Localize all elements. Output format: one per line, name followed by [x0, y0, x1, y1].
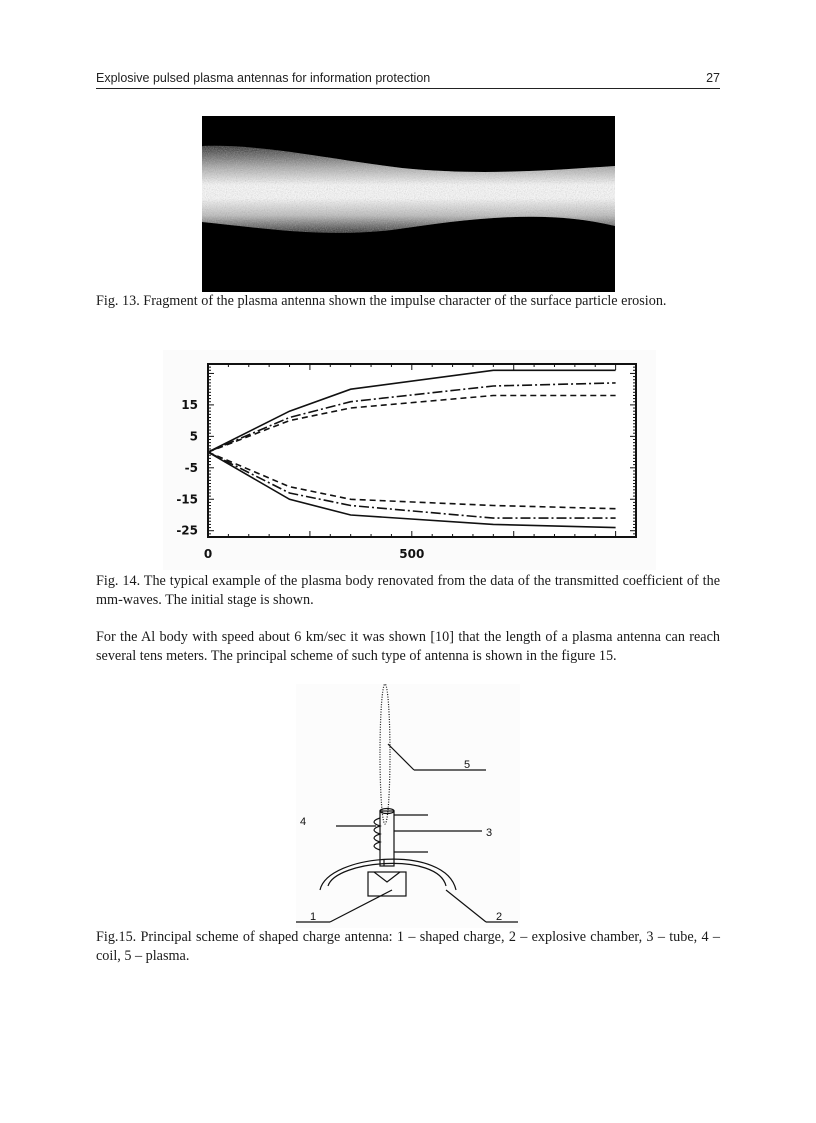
figure-14-caption: Fig. 14. The typical example of the plasma body renovated from the data of the transmitted coefficient of the mm-waves. The initial stage is shown.: [96, 573, 720, 608]
label-4: 4: [300, 816, 307, 828]
x-tick-label: 0: [203, 547, 213, 561]
y-tick-label: -25: [176, 523, 198, 538]
page-number: 27: [706, 71, 720, 85]
figure-15-scheme: [296, 684, 520, 928]
figure-13-caption: Fig. 13. Fragment of the plasma antenna shown the impulse character of the surface particle erosion.: [96, 293, 667, 309]
x-tick-label: 500: [399, 547, 425, 561]
running-title: Explosive pulsed plasma antennas for information protection: [96, 71, 431, 85]
label-3: 3: [486, 827, 493, 839]
figure-15-caption: Fig.15. Principal scheme of shaped charge antenna: 1 – shaped charge, 2 – explosive chamber, 3 – tube, 4 – coil, 5 – plasma.: [96, 929, 720, 964]
y-tick-label: -15: [176, 492, 198, 507]
header-rule: [96, 88, 720, 89]
label-1: 1: [310, 911, 317, 923]
body-paragraph: For the Al body with speed about 6 km/sec it was shown [10] that the length of a plasma antenna can reach several tens meters. The principal scheme of such type of antenna is shown in the figure 15.: [96, 629, 720, 664]
y-tick-label: 5: [189, 429, 198, 444]
label-5: 5: [464, 759, 471, 771]
label-2: 2: [496, 911, 503, 923]
figure-13-photo: [202, 116, 615, 292]
figure-14-chart: [163, 350, 656, 570]
y-tick-label: -5: [184, 460, 198, 475]
y-tick-label: 15: [181, 397, 198, 412]
